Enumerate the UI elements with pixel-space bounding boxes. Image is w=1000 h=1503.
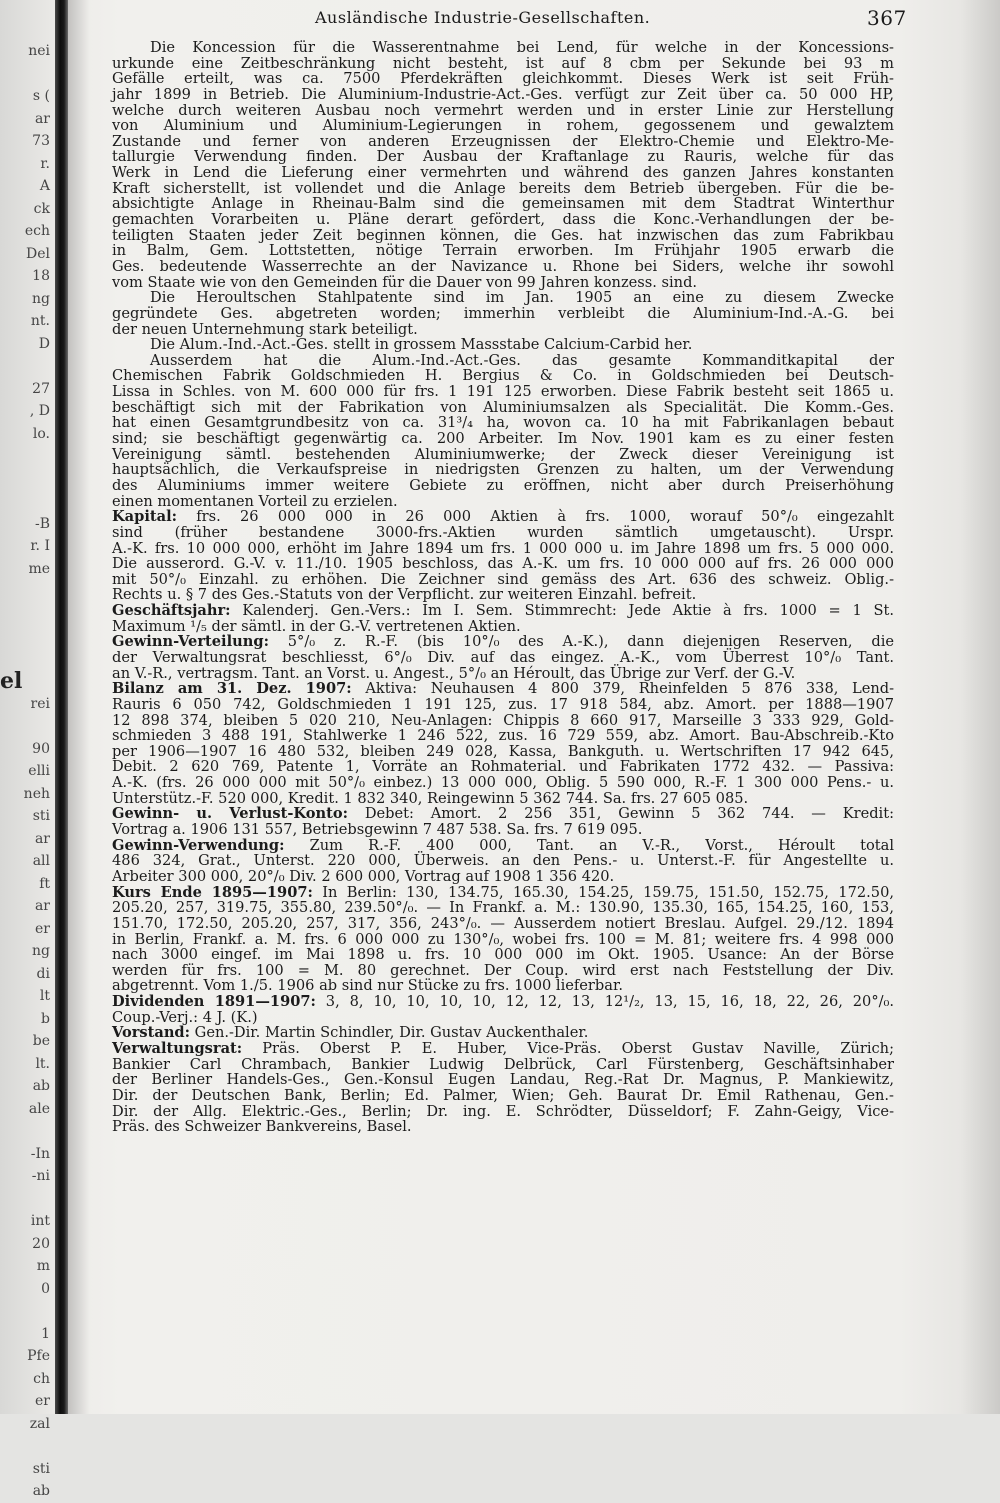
section-label: Vorstand: [112,1024,191,1042]
facing-page-fragment: ar [34,830,50,847]
paragraph-line: sind; sie beschäftigt gegenwärtig ca. 200 Arbeiter. Im Nov. 1901 kam es zu einer festen [112,430,894,448]
section-verwaltungsrat [112,1041,894,1135]
running-title: Ausländische Industrie-Gesellschaften. [315,8,651,27]
facing-page-fragment: 20 [32,1235,50,1252]
section-first-line [112,994,894,1010]
section-line: schmieden 3 488 191, Stahlwerke 1 246 522, zus. 16 729 559, abz. Amort. Bau-Abschreib.-Kto [112,727,894,745]
page-number: 367 [867,6,907,30]
facing-page-fragment: , D [29,403,50,419]
facing-page-fragment: int [30,1213,50,1229]
section-label: Verwaltungsrat: [112,1040,243,1057]
section-bilanz [112,681,894,806]
spine-shadow [68,0,90,1414]
facing-page-fragment [0,1435,52,1458]
paragraph-line: beschäftigt sich mit der Fabrikation von Aluminiumsalzen als Specialität. Die Komm.-Ges. [112,398,894,416]
paragraph-line: der neuen Unternehmung stark beteiligt. [112,320,418,338]
paragraph-line: Kraft sicherstellt, ist vollendet und die Anlage bereits dem Betrieb übergeben. Für die be- [112,179,894,197]
facing-page-fragment [0,648,52,671]
section-lead-text: Präs. Oberst P. E. Huber, Vice-Präs. Oberst Gustav Naville, Zürich; [262,1040,894,1057]
paragraph-line: des Aluminiums immer weitere Gebiete zu eröffnen, nicht aber durch Preiserhöhung [112,476,894,494]
facing-page-fragment: s ( [32,88,50,104]
facing-page-fragment: -ni [31,1168,50,1184]
facing-page-fragment: lt [39,988,50,1004]
paragraph-line: Zustande und ferner von anderen Erzeugnissen der Elektro-Chemie und Elektro-Me- [112,132,894,150]
paragraph-line: Werk in Lend die Lieferung einer vermehrten und während des ganzen Jahres konstanten [112,164,894,182]
facing-page-fragment [0,603,52,626]
facing-page-fragment: ck [33,200,50,217]
facing-page-fragment: ar [34,898,50,914]
facing-page-fragment: A [39,178,50,194]
section-kurs [112,885,894,994]
section-gewinn-verwendung [112,838,894,885]
facing-page-fragment: 27 [32,380,50,397]
section-line: sind (früher bestandene 3000-frs.-Aktien wurden sämtlich umgetauscht). Urspr. [112,523,894,541]
section-line: in Berlin, Frankf. a. M. frs. 6 000 000 zu 130°/₀, wobei frs. 100 = M. 81; weitere frs. 4 998 000 [112,930,894,948]
paragraph [112,353,894,509]
section-line: Die ausserord. G.-V. v. 11./10. 1905 beschloss, das A.-K. um frs. 10 000 000 auf frs. 26 000 000 [112,555,894,573]
facing-page-fragment [0,1188,52,1211]
facing-page-fragment: m [36,1258,50,1274]
paragraph-line: Chemischen Fabrik Goldschmieden H. Bergius & Co. in Goldschmieden bei Deutsch- [112,367,894,385]
section-label: Kapital: [112,508,178,526]
paragraph-line: Vereinigung sämtl. bestehenden Aluminiumwerke; der Zweck dieser Vereinigung ist [112,445,894,463]
section-gewinn-verlust [112,806,894,837]
facing-page-fragment: rei [30,695,50,712]
facing-page-fragment: 0 [41,1280,50,1297]
facing-page-fragment [0,490,52,513]
paragraph-line: Die Koncession für die Wasserentnahme bei Lend, für welche in der Koncessions- [150,39,894,56]
section-line: der Verwaltungsrat beschliesst, 6°/₀ Div. auf das eingez. A.-K., vom Überrest 10°/₀ Tant. [112,648,894,666]
facing-page-fragment: sti [32,808,50,824]
facing-page-fragment [0,355,52,378]
section-line: der Berliner Handels-Ges., Gen.-Konsul Eugen Landau, Reg.-Rat Dr. Magnus, P. Mankiewitz, [112,1071,894,1089]
facing-page-fragment [0,1300,52,1323]
section-lead-text: Aktiva: Neuhausen 4 800 379, Rheinfelden 5 876 338, Lend- [365,680,895,698]
facing-page-fragment [0,468,52,491]
paragraph [112,290,894,337]
book-spine [55,0,68,1414]
section-first-line [112,681,894,697]
section-line: 151.70, 172.50, 205.20, 257, 317, 356, 243°/₀. — Ausserdem notiert Breslau. Aufgel. 29./12. 1894 [112,914,894,932]
facing-page-fragment: elli [28,763,50,779]
facing-page-fragment: ng [32,943,50,959]
paragraph-line: welche durch weiteren Ausbau noch vermehrt werden und in erster Linie zur Herstellung [112,101,894,119]
facing-page-fragment: 18 [32,268,50,284]
section-line: Vortrag a. 1906 131 557, Betriebsgewinn 7 487 538. Sa. frs. 7 619 095. [112,821,643,839]
paragraph-line: gegründete Ges. abgetreten worden; immerhin verbleibt die Aluminium-Ind.-A.-G. bei [112,304,894,322]
facing-page-fragment: b [41,1010,50,1027]
section-lead-text: Debet: Amort. 2 256 351, Gewinn 5 362 744. — Kredit: [364,805,894,823]
section-label: Kurs Ende 1895—1907: [112,883,313,901]
paragraph-line: Die Alum.-Ind.-Act.-Ges. stellt in grossem Massstabe Calcium-Carbid her. [150,336,693,354]
facing-page-fragment: -B [34,515,50,532]
section-gewinn-verteilung [112,634,894,681]
section-line: Maximum ¹/₅ der sämtl. in der G.-V. vertretenen Aktien. [112,617,521,635]
facing-page-fragment: Pfe [27,1348,50,1364]
section-line: 12 898 374, bleiben 5 020 210, Neu-Anlagen: Chippis 8 660 917, Marseille 3 333 929, Gold- [112,711,894,729]
facing-page-fragment: ng [32,290,50,307]
section-line: 205.20, 257, 319.75, 355.80, 239.50°/₀. — In Frankf. a. M.: 130.90, 135.30, 165, 154.25, 160, 153, [112,899,894,917]
page-header [80,4,907,30]
facing-page-fragment: ale [28,1100,50,1117]
facing-page-fragment: er [35,920,50,937]
section-lead-text: frs. 26 000 000 in 26 000 Aktien à frs. 1000, worauf 50°/₀ eingezahlt [196,508,894,526]
facing-page-fragment [0,445,52,468]
section-first-line [112,603,894,619]
paragraph-line: vom Staate wie von den Gemeinden für die Dauer von 99 Jahren konzess. sind. [112,273,698,291]
section-lead-text: Gen.-Dir. Martin Schindler, Dir. Gustav Auckenthaler. [194,1024,589,1042]
paragraph-line: jahr 1899 in Betrieb. Die Aluminium-Industrie-Act.-Ges. verfügt zur Zeit über ca. 50 000 HP, [112,85,894,103]
paragraph [112,40,894,290]
section-first-line [112,1041,894,1057]
facing-page-fragment: ab [32,1078,50,1094]
section-line: Präs. des Schweizer Bankvereins, Basel. [112,1118,412,1136]
paragraph-line: Die Heroultschen Stahlpatente sind im Jan. 1905 an eine zu diesem Zwecke [150,289,894,307]
section-lead-text: 5°/₀ z. R.-F. (bis 10°/₀ des A.-K.), dann diejenigen Reserven, die [287,633,895,651]
section-first-line [112,634,894,650]
facing-page-fragment: neh [23,785,50,802]
paragraph-line: gemachten Vorarbeiten u. Pläne derart gefördert, dass die Konc.-Verhandlungen der be- [112,211,894,229]
facing-page-fragment [0,625,52,648]
paragraph-line: hat einen Gesamtgrundbesitz von ca. 31³/₄ ha, wovon ca. 10 ha mit Fabrikanlagen bebaut [112,414,894,432]
section-line: Arbeiter 300 000, 20°/₀ Div. 2 600 000, Vortrag auf 1908 1 356 420. [112,867,615,885]
section-label: Geschäftsjahr: [112,602,231,620]
section-line: nach 3000 eingef. im Mai 1898 u. frs. 10 000 000 im Okt. 1905. Usance: An der Börse [112,946,894,964]
paragraph-line: Lissa in Schles. von M. 600 000 für frs. 1 191 125 erworben. Diese Fabrik besteht seit 1865 u. [112,383,894,401]
facing-page-fragment: lo. [32,425,50,442]
paragraph-line: in Balm, Gem. Lottstetten, nötige Terrain erworben. Im Frühjahr 1905 erwarb die [112,242,894,260]
facing-page-fragment: di [36,965,50,982]
paragraph-line: von Aluminium und Aluminium-Legierungen in rohem, gegossenem und gewalztem [112,117,894,135]
section-line: Debit. 2 620 769, Patente 1, Vorräte an Rohmaterial. und Fabrikaten 1772 432. — Passiva: [112,758,894,776]
facing-page-fragment [0,580,52,603]
section-kapital [112,509,894,603]
section-first-line [112,1025,894,1041]
facing-page-fragment: 1 [41,1325,50,1342]
section-line: werden für frs. 100 = M. 80 gerechnet. Der Coup. wird erst nach Feststellung der Div. [112,961,894,979]
facing-page-fragment: nei [28,43,50,59]
section-lead-text: 3, 8, 10, 10, 10, 10, 12, 12, 13, 12¹/₂, 13, 15, 16, 18, 22, 26, 20°/₀. [325,993,895,1011]
facing-page-fragment: el [0,668,23,694]
facing-page-fragment: 73 [32,133,50,149]
section-label: Gewinn- u. Verlust-Konto: [112,805,349,823]
section-geschaeftsjahr [112,603,894,634]
facing-page-fragment: ar [34,110,50,127]
section-lead-text: Kalenderj. Gen.-Vers.: Im I. Sem. Stimmrecht: Jede Aktie à frs. 1000 = 1 St. [242,602,894,620]
section-label: Gewinn-Verwendung: [112,836,285,854]
paragraph-line: urkunde eine Zeitbeschränkung nicht besteht, ist auf 8 cbm per Sekunde bei 93 m [112,54,894,72]
facing-page-fragment [0,1120,52,1143]
section-line: A.-K. (frs. 26 000 000 mit 50°/₀ einbez.) 13 000 000, Oblig. 5 590 000, R.-F. 1 300 000 Pens.- u. [112,774,894,792]
section-vorstand [112,1025,894,1041]
facing-page-fragment [0,63,52,86]
section-line: Unterstütz.-F. 520 000, Kredit. 1 832 340, Reingewinn 5 362 744. Sa. frs. 27 605 085. [112,789,749,807]
facing-page-fragment: ft [39,875,50,892]
section-line: Coup.-Verj.: 4 J. (K.) [112,1008,258,1026]
facing-page-fragment: me [28,560,50,577]
section-line: 486 324, Grat., Unterst. 220 000, Überweis. an den Pens.- u. Unterst.-F. für Angestellte u. [112,852,894,870]
facing-page-fragment: sti [32,1460,50,1477]
facing-page-fragment: r. I [30,538,50,554]
facing-page-fragment: D [38,335,50,352]
facing-page-fragment: er [35,1393,50,1409]
facing-page-fragment [0,715,52,738]
paragraph [112,337,894,353]
facing-page-fragment: ab [32,1483,50,1499]
paragraph-line: einen momentanen Vorteil zu erzielen. [112,492,398,510]
facing-page-fragment: -In [30,1145,50,1162]
section-first-line [112,885,894,901]
section-line: Dir. der Allg. Elektric.-Ges., Berlin; Dr. ing. E. Schrödter, Düsseldorf; F. Zahn-Geigy, Vice- [112,1102,894,1120]
paragraph-line: absichtigte Anlage in Rheinau-Balm sind die gemeinsamen mit dem Stadtrat Winterthur [112,195,894,213]
paragraph-line: teiligten Staaten jeder Zeit beginnen können, die Ges. hat inzwischen das zum Fabrikbau [112,226,894,244]
main-text-column [112,40,894,1135]
page-edge-shadow [960,0,1000,1414]
section-line: Dir. der Deutschen Bank, Berlin; Ed. Palmer, Wien; Geh. Baurat Dr. Emil Rathenau, Gen.- [112,1086,894,1104]
paragraph-line: hauptsächlich, die Verkaufspreise in niedrigsten Grenzen zu halten, um der Verwendung [112,461,894,479]
section-first-line [112,838,894,854]
section-line: an V.-R., vertragsm. Tant. an Vorst. u. Angest., 5°/₀ an Héroult, das Übrige zur Verf. der G.-V. [112,664,796,682]
section-label: Gewinn-Verteilung: [112,633,269,651]
section-lead-text: In Berlin: 130, 134.75, 165.30, 154.25, 159.75, 151.50, 152.75, 172.50, [322,883,894,901]
section-line: mit 50°/₀ Einzahl. zu erhöhen. Die Zeichner sind gemäss des Art. 636 des schweiz. Oblig.- [112,570,894,588]
section-first-line [112,509,894,525]
section-line: Rauris 6 050 742, Goldschmieden 1 191 125, zus. 17 918 584, abz. Amort. per 1888—1907 [112,695,894,713]
section-label: Bilanz am 31. Dez. 1907: [112,680,352,698]
facing-page-fragment: zal [29,1415,50,1432]
facing-page-fragment: be [32,1033,50,1049]
section-line: Bankier Carl Chrambach, Bankier Ludwig Delbrück, Carl Fürstenberg, Geschäftsinhaber [112,1055,894,1073]
section-line: Rechts u. § 7 des Ges.-Statuts von der Verpflicht. zur weiteren Einzahl. befreit. [112,586,697,604]
paragraph-line: Ausserdem hat die Alum.-Ind.-Act.-Ges. das gesamte Kommanditkapital der [150,351,894,369]
facing-page-fragment: nt. [30,313,50,329]
section-line: abgetrennt. Vom 1./5. 1906 ab sind nur Stücke zu frs. 1000 lieferbar. [112,977,623,995]
paragraph-line: Gefälle erteilt, was ca. 7500 Pferdekräften gleichkommt. Dieses Werk ist seit Früh- [112,70,894,88]
facing-page-fragment: Del [26,245,50,262]
section-line: A.-K. frs. 10 000 000, erhöht im Jahre 1894 um frs. 1 000 000 u. im Jahre 1898 um frs. 5 000 000. [112,539,894,557]
facing-page-fragment: all [32,853,50,869]
facing-page-fragment: 90 [32,740,50,757]
paragraph-line: Ges. bedeutende Wasserrechte an der Navizance u. Rhone bei Siders, welche ihr sowohl [112,257,894,275]
facing-page-edge [0,40,52,1499]
facing-page-fragment: ch [33,1370,50,1387]
section-first-line [112,806,894,822]
facing-page-fragment: ech [24,223,50,239]
paragraph-line: tallurgie Verwendung finden. Der Ausbau der Kraftanlage zu Rauris, welche für das [112,148,894,166]
facing-page-fragment: lt. [35,1055,50,1072]
section-label: Dividenden 1891—1907: [112,993,316,1011]
section-lead-text: Zum R.-F. 400 000, Tant. an V.-R., Vorst., Héroult total [309,836,895,854]
section-line: per 1906—1907 16 480 532, bleiben 249 028, Kassa, Bankguth. u. Wertschriften 17 942 645, [112,742,894,760]
section-dividenden [112,994,894,1025]
facing-page-fragment: r. [40,155,50,172]
